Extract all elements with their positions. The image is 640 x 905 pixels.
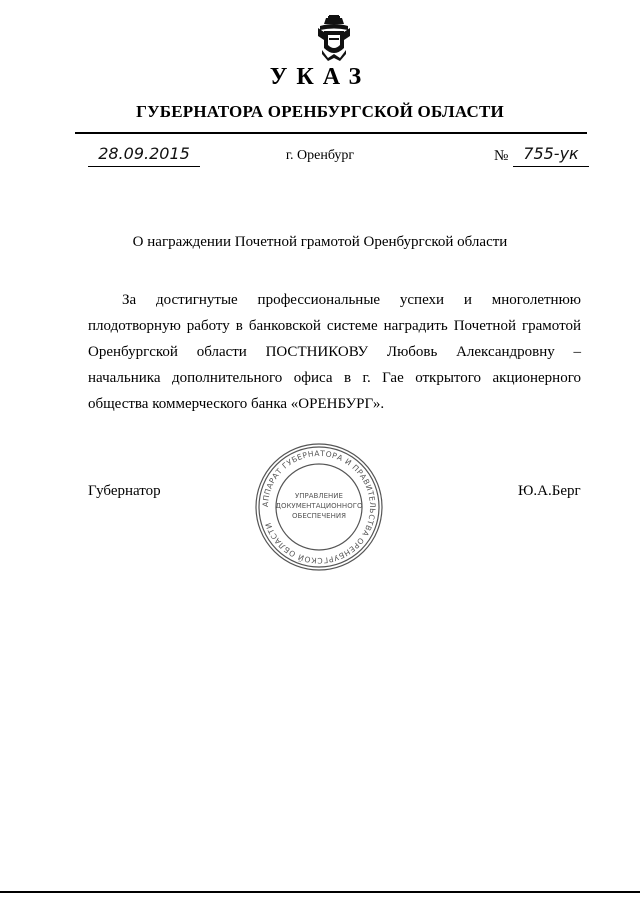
document-number: 755-ук (513, 142, 589, 167)
stamp-inner-line-3: ОБЕСПЕЧЕНИЯ (292, 512, 346, 520)
document-subtitle: ГУБЕРНАТОРА ОРЕНБУРГСКОЙ ОБЛАСТИ (136, 102, 504, 121)
stamp-inner-line-2: ДОКУМЕНТАЦИОННОГО (275, 502, 363, 510)
number-label: № (494, 148, 509, 164)
signature-role: Губернатор (88, 483, 161, 499)
header-divider (75, 132, 587, 134)
page-bottom-edge (0, 891, 640, 893)
document-title: УКАЗ (269, 64, 371, 90)
stamp-outer-text: АППАРАТ ГУБЕРНАТОРА И ПРАВИТЕЛЬСТВА ОРЕНБУРГСКОЙ ОБЛАСТИ (260, 448, 378, 566)
coat-of-arms-icon (316, 14, 352, 62)
stamp-inner-line-1: УПРАВЛЕНИЕ (295, 492, 343, 500)
official-stamp (252, 440, 386, 574)
document-date: 28.09.2015 (88, 142, 200, 167)
document-heading: О награждении Почетной грамотой Оренбургской области (132, 234, 508, 250)
signature-name: Ю.А.Берг (518, 483, 581, 499)
document-body: За достигнутые профессиональные успехи и многолетнюю плодотворную работу в банковской системе наградить Почетной грамотой Оренбургской области ПОСТНИКОВУ Любовь Александровну – начальника дополнительного офиса в г. Гае открытого акционерного общества коммерческого банка «ОРЕНБУРГ». (88, 292, 581, 412)
document-city: г. Оренбург (285, 148, 355, 163)
